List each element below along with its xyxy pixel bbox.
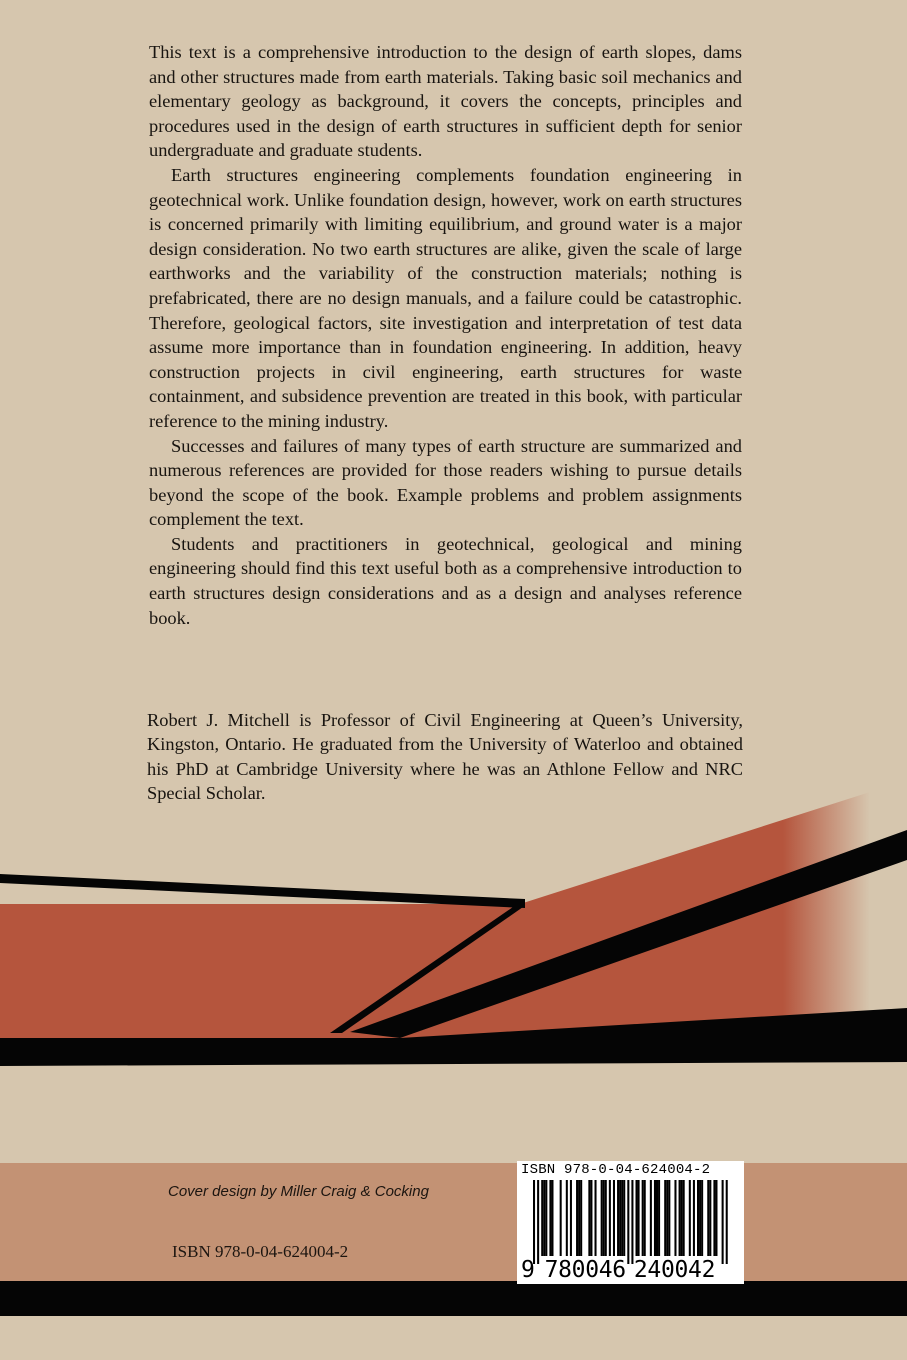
barcode-left-digits: 780046 — [544, 1257, 626, 1283]
barcode-bar — [689, 1180, 691, 1256]
bottom-black-bar — [0, 1281, 907, 1316]
barcode-bar — [627, 1180, 629, 1264]
isbn-text: ISBN 978-0-04-624004-2 — [172, 1242, 349, 1261]
barcode-bar — [681, 1180, 683, 1256]
barcode-bar — [537, 1180, 539, 1264]
blurb-paragraph: Earth structures engineering complements foundation engineering in geotechnical work. Unlike foundation design, however, work on earth structures is concerned primarily with limiting equilibrium, and ground water is a major design consideration. No two earth structures are alike, given the scale of large earthworks and the variability of the construction materials; nothing is prefabricated, there are no design manuals, and a failure could be catastrophic. Therefore, geological factors, site investigation and interpretation of test data assume more importance than in foundation engineering. In addition, heavy construction projects in civil engineering, earth structures for waste containment, and subsidence prevention are treated in this book, with particular reference to the mining industry. — [149, 164, 742, 431]
barcode-bar — [666, 1180, 668, 1256]
blurb-paragraph: Students and practitioners in geotechnical, geological and mining engineering should find this text useful both as a comprehensive introduction to earth structures design considerations and as a design and analyses reference book. — [149, 533, 742, 628]
barcode-bar — [578, 1180, 580, 1256]
barcode-bar — [679, 1180, 681, 1256]
barcode-bar — [715, 1180, 717, 1256]
barcode-bar — [638, 1180, 640, 1256]
barcode-bar — [560, 1180, 562, 1256]
back-cover-blurb — [149, 40, 742, 630]
barcode-bar — [644, 1180, 646, 1256]
barcode-bar — [613, 1180, 615, 1256]
barcode-bar — [570, 1180, 572, 1256]
barcode-isbn-label: ISBN 978-0-04-624004-2 — [521, 1162, 711, 1178]
barcode-bar — [713, 1180, 715, 1256]
barcode-bar — [590, 1180, 592, 1256]
footer-band — [0, 1163, 907, 1281]
barcode-bar — [601, 1180, 603, 1256]
barcode-bar — [605, 1180, 607, 1256]
cover-credit: Cover design by Miller Craig & Cocking — [168, 1183, 429, 1200]
barcode-right-digits: 240042 — [633, 1257, 716, 1283]
barcode-bar — [674, 1180, 676, 1256]
barcode — [517, 1161, 744, 1284]
barcode-bar — [631, 1180, 633, 1264]
barcode-bar — [636, 1180, 638, 1256]
barcode-bar — [551, 1180, 553, 1256]
barcode-bar — [609, 1180, 611, 1256]
barcode-bar — [709, 1180, 711, 1256]
barcode-first-digit: 9 — [521, 1257, 535, 1283]
barcode-bar — [623, 1180, 625, 1256]
barcode-bar — [545, 1180, 547, 1256]
barcode-bar — [541, 1180, 543, 1256]
barcode-bar — [543, 1180, 545, 1256]
barcode-bar — [707, 1180, 709, 1256]
barcode-bar — [654, 1180, 656, 1256]
barcode-bar — [701, 1180, 703, 1256]
barcode-digits — [521, 1257, 715, 1283]
barcode-bar — [621, 1180, 623, 1256]
barcode-bar — [642, 1180, 644, 1256]
barcode-bar — [533, 1180, 535, 1264]
barcode-bar — [603, 1180, 605, 1256]
black-top-line — [0, 874, 525, 908]
barcode-bar — [658, 1180, 660, 1256]
blurb-paragraph: This text is a comprehensive introduction to the design of earth slopes, dams and other structures made from earth materials. Taking basic soil mechanics and elementary geology as background, it covers the concepts, principles and procedures used in the design of earth structures in sufficient depth for senior undergraduate and graduate students. — [149, 42, 742, 161]
barcode-bar — [566, 1180, 568, 1256]
barcode-bar — [668, 1180, 670, 1256]
barcode-bar — [617, 1180, 619, 1256]
barcode-bar — [697, 1180, 699, 1256]
author-bio: Robert J. Mitchell is Professor of Civil Engineering at Queen’s University, Kingston, Ontario. He graduated from the University of Waterloo and obtained his PhD at Cambridge University where he was an Athlone Fellow and NRC Special Scholar. — [147, 710, 743, 804]
barcode-bar — [588, 1180, 590, 1256]
barcode-bar — [656, 1180, 658, 1256]
barcode-bar — [722, 1180, 724, 1264]
barcode-bar — [619, 1180, 621, 1256]
barcode-bar — [595, 1180, 597, 1256]
barcode-bar — [576, 1180, 578, 1256]
barcode-bar — [664, 1180, 666, 1256]
barcode-bar — [693, 1180, 695, 1256]
blurb-paragraph: Successes and failures of many types of earth structure are summarized and numerous references are provided for those readers wishing to pursue details beyond the scope of the book. Example problems and problem assignments complement the text. — [149, 435, 742, 530]
cover-stripe-graphic — [0, 770, 907, 1100]
barcode-bar — [699, 1180, 701, 1256]
barcode-bar — [683, 1180, 685, 1256]
barcode-bar — [549, 1180, 551, 1256]
barcode-bar — [726, 1180, 728, 1264]
barcode-bar — [580, 1180, 582, 1256]
barcode-bar — [650, 1180, 652, 1256]
